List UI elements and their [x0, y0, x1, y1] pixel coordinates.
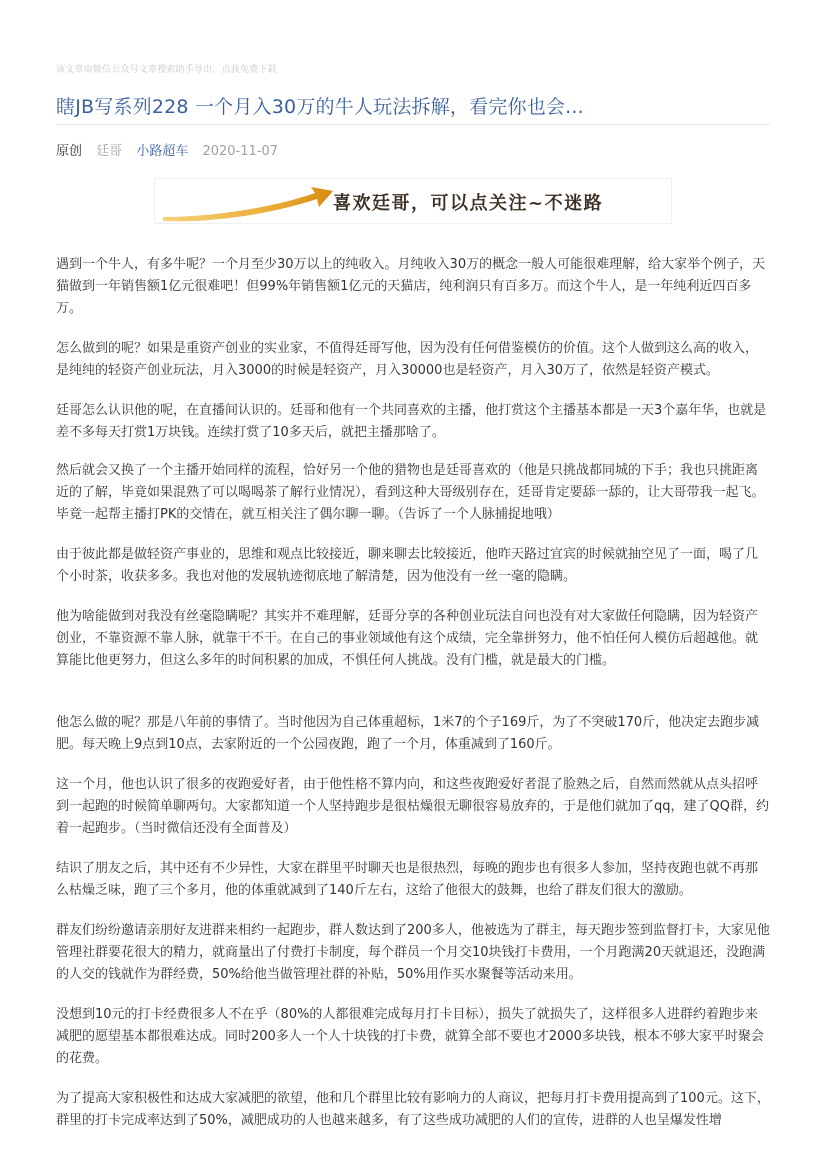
article-title: 瞎JB写系列228 一个月入30万的牛人玩法拆解，看完你也会... [56, 96, 584, 118]
paragraph: 然后就会又换了一个主播开始同样的流程，恰好另一个他的猎物也是廷哥喜欢的（他是只挑战都同城的下手；我也只挑距离近的了解，毕竟如果混熟了可以喝喝茶了解行业情况），看到这种大哥级别存在，廷哥肯定要舔一舔的，让大哥带我一起飞。毕竟一起帮主播打PK的交情在，就互相关注了偶尔聊一聊。（告诉了一个人脉捕捉地哦） [56, 463, 765, 522]
account-link[interactable]: 小路超车 [136, 144, 189, 159]
publish-date: 2020-11-07 [202, 144, 279, 159]
banner-text: 喜欢廷哥，可以点关注~不迷路 [333, 193, 604, 214]
paragraph: 他怎么做的呢？那是八年前的事情了。当时他因为自己体重超标，1米7的个子169斤，为了不突破170斤，他决定去跑步减肥。每天晚上9点到10点，去家附近的一个公园夜跑，跑了一个月，体重减到了160斤。 [56, 715, 760, 752]
author-name: 廷哥 [96, 144, 123, 159]
export-note-link[interactable]: 该文章由微信公众号文章搜索助手导出，点我免费下载 [56, 65, 277, 75]
paragraph: 怎么做到的呢？如果是重资产创业的实业家，不值得廷哥写他，因为没有任何借鉴模仿的价值。这个人做到这么高的收入，是纯纯的轻资产创业玩法，月入3000的时候是轻资产，月入30000也是轻资产，月入30万了，依然是轻资产模式。 [56, 341, 759, 378]
paragraph: 没想到10元的打卡经费很多人不在乎（80%的人都很难完成每月打卡目标），损失了就损失了，这样很多人进群约着跑步来减肥的愿望基本都很难达成。同时200多人一个人十块钱的打卡费，就算全部不要也才2000多块钱，根本不够大家平时聚会的花费。 [56, 1007, 764, 1066]
paragraph: 廷哥怎么认识他的呢，在直播间认识的。廷哥和他有一个共同喜欢的主播，他打赏这个主播基本都是一天3个嘉年华，也就是差不多每天打赏1万块钱。连续打赏了10多天后，就把主播那啥了。 [56, 403, 767, 440]
paragraph: 他为啥能做到对我没有丝毫隐瞒呢？其实并不难理解，廷哥分享的各种创业玩法自问也没有对大家做任何隐瞒，因为轻资产创业，不靠资源不靠人脉，就靠干不干。在自己的事业领域他有这个成绩，完全靠拼努力，他不怕任何人模仿后超越他。就算能比他更努力，但这么多年的时间积累的加成，不惧任何人挑战。没有门槛，就是最大的门槛。 [56, 609, 759, 668]
paragraph: 结识了朋友之后，其中还有不少异性，大家在群里平时聊天也是很热烈，每晚的跑步也有很多人参加，坚持夜跑也就不再那么枯燥乏味，跑了三个多月，他的体重就减到了140斤左右，这给了他很大的鼓舞，也给了群友们很大的激励。 [56, 861, 759, 898]
follow-banner [154, 178, 672, 224]
paragraph: 这一个月，他也认识了很多的夜跑爱好者，由于他性格不算内向，和这些夜跑爱好者混了脸熟之后，自然而然就从点头招呼到一起跑的时候简单聊两句。大家都知道一个人坚持跑步是很枯燥很无聊很容易放弃的，于是他们就加了qq，建了QQ群，约着一起跑步。（当时微信还没有全面普及） [56, 777, 769, 836]
paragraph: 遇到一个牛人，有多牛呢？一个月至少30万以上的纯收入。月纯收入30万的概念一般人可能很难理解，给大家举个例子，天猫做到一年销售额1亿元很难吧！但99%年销售额1亿元的天猫店，纯利润只有百多万。而这个牛人，是一年纯利近四百多万。 [56, 257, 766, 316]
original-tag: 原创 [56, 144, 83, 159]
paragraph: 由于彼此都是做轻资产事业的，思维和观点比较接近，聊来聊去比较接近，他昨天路过宜宾的时候就抽空见了一面，喝了几个小时茶，收获多多。我也对他的发展轨迹彻底地了解清楚，因为他没有一丝一毫的隐瞒。 [56, 547, 759, 584]
title-divider [56, 124, 770, 125]
paragraph: 为了提高大家积极性和达成大家减肥的欲望，他和几个群里比较有影响力的人商议，把每月打卡费用提高到了100元。这下，群里的打卡完成率达到了50%，减肥成功的人也越来越多，有了这些成功减肥的人们的宣传，进群的人也呈爆发性增 [56, 1091, 770, 1128]
article-meta [56, 140, 288, 159]
paragraph: 群友们纷纷邀请亲朋好友进群来相约一起跑步，群人数达到了200多人，他被选为了群主，每天跑步签到监督打卡，大家见他管理社群要花很大的精力，就商量出了付费打卡制度，每个群员一个月交10块钱打卡费用，一个月跑满20天就退还，没跑满的人交的钱就作为群经费，50%给他当做管理社群的补贴，50%用作买水聚餐等活动来用。 [56, 923, 770, 982]
